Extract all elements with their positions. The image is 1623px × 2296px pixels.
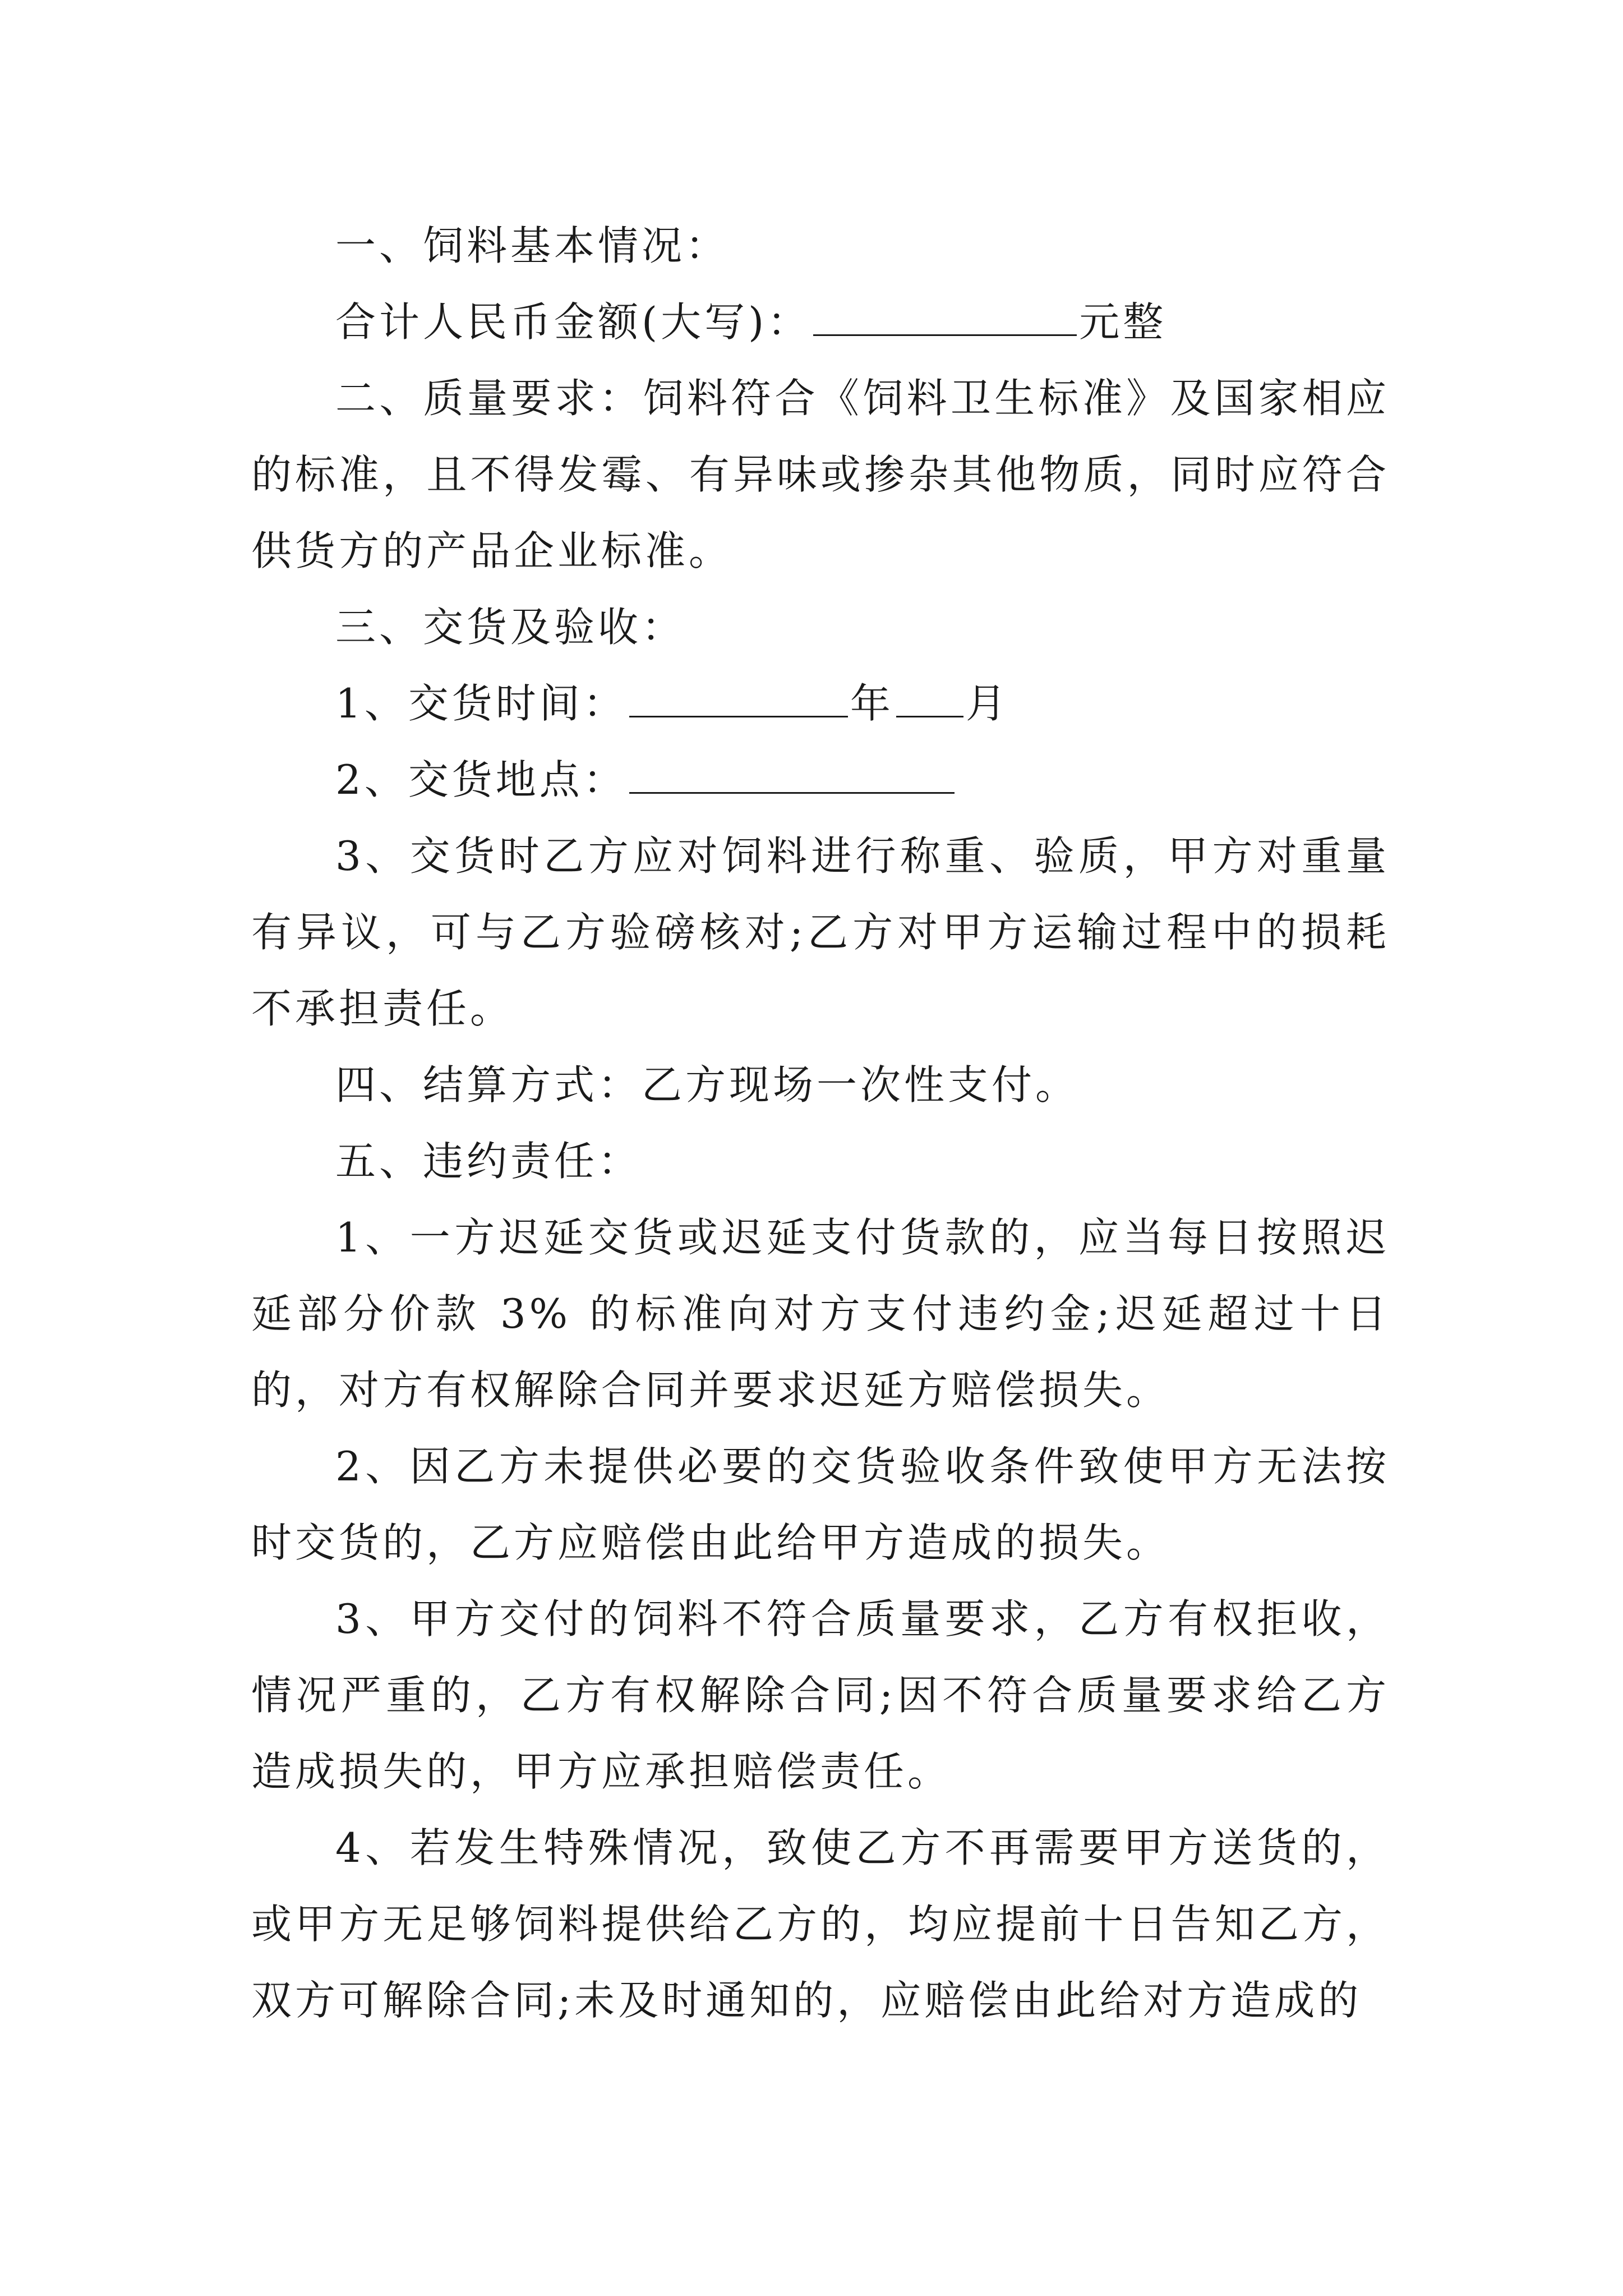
section-4-settlement-text: 四、结算方式：乙方现场一次性支付。 [335, 1061, 1080, 1108]
delivery-time-label: 1、交货时间： [335, 680, 627, 727]
amount-line [251, 284, 1390, 360]
section-5-item-2-text: 2、因乙方未提供必要的交货验收条件致使甲方无法按时交货的，乙方应赔偿由此给甲方造成的损失。 [251, 1443, 1390, 1566]
section-3-title-text: 三、交货及验收： [335, 604, 686, 651]
section-5-title-text: 五、违约责任： [335, 1138, 642, 1185]
amount-label: 合计人民币金额(大写)： [335, 298, 811, 346]
contract-body [251, 208, 1390, 2039]
section-1-title-text: 一、饲料基本情况： [335, 222, 730, 269]
section-4-settlement [251, 1047, 1390, 1123]
delivery-time-line [251, 665, 1390, 742]
delivery-month-blank [896, 682, 963, 717]
section-5-item-3-text: 3、甲方交付的饲料不符合质量要求，乙方有权拒收，情况严重的，乙方有权解除合同;因不符合质量要求给乙方造成损失的，甲方应承担赔偿责任。 [251, 1595, 1390, 1795]
year-label: 年 [850, 680, 894, 727]
delivery-place-label: 2、交货地点： [335, 756, 627, 803]
section-2-quality-text: 二、质量要求：饲料符合《饲料卫生标准》及国家相应的标准，且不得发霉、有异味或掺杂其他物质，同时应符合供货方的产品企业标准。 [251, 375, 1390, 574]
amount-suffix: 元整 [1079, 298, 1167, 346]
section-5-item-1-text: 1、一方迟延交货或迟延支付货款的，应当每日按照迟延部分价款 3% 的标准向对方支付违约金;迟延超过十日的，对方有权解除合同并要求迟延方赔偿损失。 [251, 1214, 1390, 1414]
section-5-item-2 [251, 1428, 1390, 1581]
section-5-item-3 [251, 1581, 1390, 1810]
delivery-year-blank [629, 682, 848, 717]
month-label: 月 [965, 680, 1009, 727]
section-3-title [251, 589, 1390, 665]
section-5-item-4 [251, 1810, 1390, 2039]
section-5-item-4-text: 4、若发生特殊情况，致使乙方不再需要甲方送货的，或甲方无足够饲料提供给乙方的，均应提前十日告知乙方，双方可解除合同;未及时通知的，应赔偿由此给对方造成的 [251, 1824, 1390, 2024]
section-2-quality [251, 360, 1390, 589]
section-5-title [251, 1123, 1390, 1199]
delivery-place-line [251, 742, 1390, 818]
section-3-item-3 [251, 818, 1390, 1047]
section-3-item-3-text: 3、交货时乙方应对饲料进行称重、验质，甲方对重量有异议，可与乙方验磅核对;乙方对甲方运输过程中的损耗不承担责任。 [251, 832, 1390, 1032]
amount-blank [813, 301, 1077, 336]
delivery-place-blank [629, 758, 955, 794]
section-5-item-1 [251, 1199, 1390, 1428]
section-1-title [251, 208, 1390, 284]
